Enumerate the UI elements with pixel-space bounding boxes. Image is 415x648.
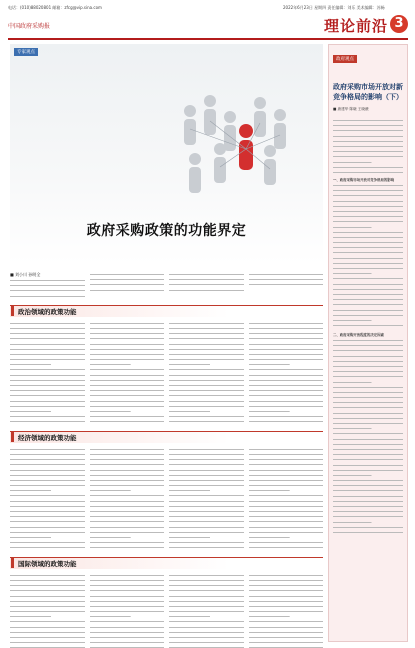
- section-heading-text: 国际领域的政策功能: [18, 559, 77, 568]
- body-text-block: [90, 573, 165, 648]
- page-number: 3: [390, 15, 408, 33]
- body-text-block: [10, 447, 85, 551]
- body-text-block: [169, 272, 244, 293]
- sidebar-article: [328, 44, 408, 642]
- expert-tag: 专家观点: [14, 48, 38, 56]
- sidebar-title: 政府采购市场开放对新竞争格局的影响（下）: [333, 82, 403, 101]
- body-text-block: [249, 573, 324, 648]
- hero-image: [10, 44, 323, 264]
- body-text-block: [10, 321, 85, 425]
- section-heading-text: 经济领域的政策功能: [18, 433, 77, 442]
- text-line: [333, 170, 403, 175]
- sidebar-subhead: 一、政府采购市场开放对竞争格局的影响: [333, 178, 395, 182]
- paper-name: 中国政府采购报: [8, 23, 51, 30]
- section-heading-international: [10, 557, 323, 569]
- body-text-block: [333, 338, 403, 538]
- text-line: [10, 419, 85, 424]
- article-title: 政府采购政策的功能界定: [86, 223, 247, 239]
- body-text-block: [90, 321, 165, 425]
- body-text-block: [333, 183, 403, 333]
- text-line: [249, 545, 324, 550]
- body-text-block: [169, 573, 244, 648]
- text-line: [90, 288, 165, 293]
- body-text-block: [333, 118, 403, 178]
- contact-info: 电话：(010)88020801 邮箱：zfcg@vip.sina.com: [8, 5, 102, 10]
- text-line: [249, 419, 324, 424]
- article-byline: ■ 刘小川 孙明全: [10, 272, 41, 277]
- people-figures-illustration: [160, 59, 310, 209]
- text-line: [333, 530, 403, 535]
- international-section-columns: [10, 573, 323, 648]
- section-heading-political: [10, 305, 323, 317]
- text-line: [90, 419, 165, 424]
- body-text-block: [169, 321, 244, 425]
- text-line: [90, 545, 165, 550]
- text-line: [10, 545, 85, 550]
- section-marker: [11, 306, 14, 316]
- political-section-columns: [10, 321, 323, 425]
- section-heading-text: 政治领域的政策功能: [18, 307, 77, 316]
- section-marker: [11, 558, 14, 568]
- intro-columns: [10, 272, 323, 299]
- sidebar-tag: 政府观点: [333, 55, 357, 63]
- text-line: [333, 323, 403, 328]
- body-text-block: [249, 321, 324, 425]
- section-marker: [11, 432, 14, 442]
- body-text-block: [90, 447, 165, 551]
- economic-section-columns: [10, 447, 323, 551]
- body-text-block: [169, 447, 244, 551]
- text-line: [169, 419, 244, 424]
- body-text-block: [249, 272, 324, 288]
- masthead: [8, 13, 408, 37]
- text-line: [169, 288, 244, 293]
- text-line: [169, 545, 244, 550]
- section-heading-economic: [10, 431, 323, 443]
- section-title: 理论前沿: [323, 17, 388, 35]
- sidebar-byline: ■ 唐建华 陈晓 王晓薇: [333, 107, 369, 111]
- sidebar-body: [333, 118, 403, 538]
- body-text-block: [249, 447, 324, 551]
- main-article: [10, 44, 323, 642]
- sidebar-subhead: 二、政府采购开放程度的决定因素: [333, 333, 384, 337]
- text-line: [249, 282, 324, 287]
- date-editor-info: 2022年6月23日 星期四 责任编辑：刘乐 美术编辑：苏畅: [283, 5, 385, 10]
- body-text-block: [10, 278, 85, 299]
- masthead-divider: [8, 38, 408, 40]
- text-line: [10, 294, 85, 299]
- body-text-block: [10, 573, 85, 648]
- body-text-block: [90, 272, 165, 293]
